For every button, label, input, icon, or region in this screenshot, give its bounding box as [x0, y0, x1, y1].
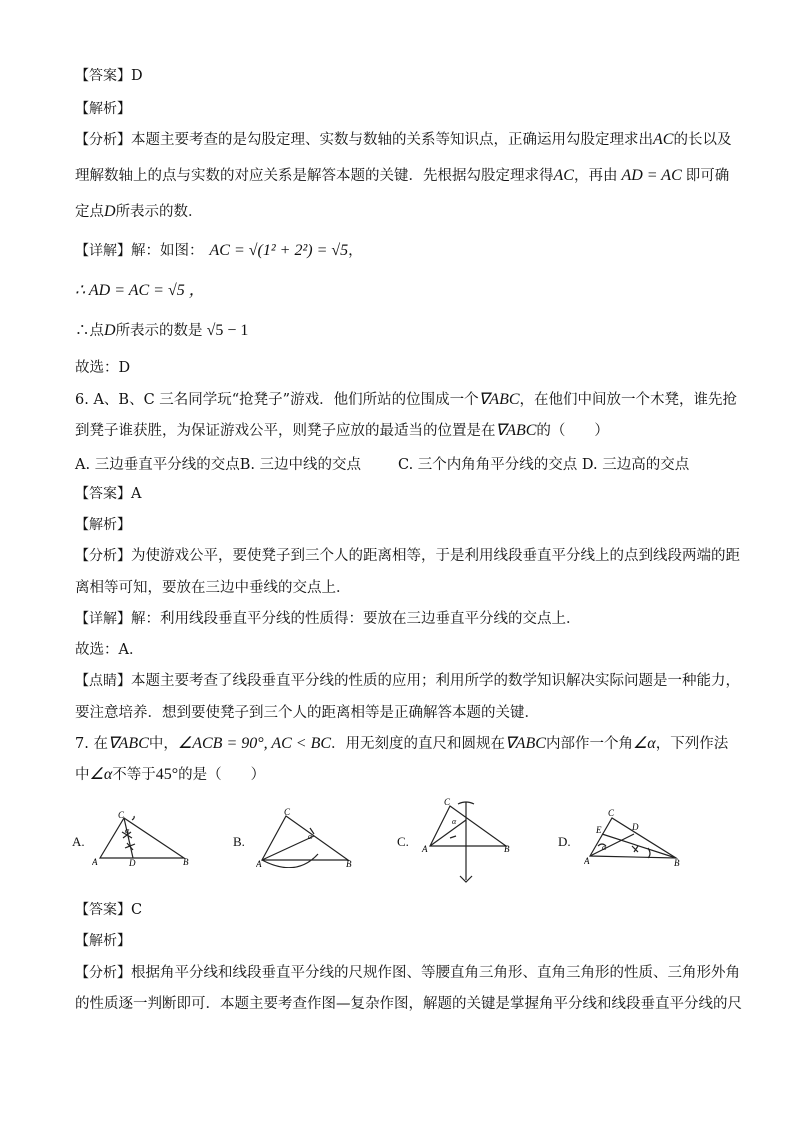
svg-text:D: D — [632, 822, 639, 832]
q6-analysis-tag: 【解析】 — [75, 517, 131, 533]
q7-fenxi-line-2: 的性质逐一判断即可．本题主要考查作图—复杂作图，解题的关键是掌握角平分线和线段垂直平分线的尺 — [75, 996, 742, 1012]
q6-option-cd: C. 三个内角角平分线的交点 D. 三边高的交点 — [398, 457, 690, 473]
q7-analysis-tag: 【解析】 — [75, 933, 131, 949]
q6-stem-line-2: 到凳子谁获胜，为保证游戏公平，则凳子应放的最适当的位置是在∇ABC的（ ） — [75, 422, 609, 439]
q7-fenxi-line-1: 【分析】根据角平分线和线段垂直平分线的尺规作图、等腰直角三角形、直角三角形的性质、三角形外角 — [75, 965, 740, 981]
q7-answer-line: 【答案】C — [75, 902, 143, 918]
q6-option-ab: A. 三边垂直平分线的交点B. 三边中线的交点 — [75, 457, 362, 473]
figure-label-d: D. — [558, 834, 571, 849]
q5-detail-line-3: ∴点D所表示的数是 √5 − 1 — [75, 322, 249, 339]
q5-detail-line-1: 【详解】解：如图： AC = √(1² + 2²) = √5， — [75, 242, 363, 259]
svg-text:B: B — [346, 859, 352, 868]
q5-fenxi-line-2: 理解数轴上的点与实数的对应关系是解答本题的关键．先根据勾股定理求得AC，再由 AD = AC 即可确 — [75, 167, 730, 184]
svg-text:C: C — [118, 810, 125, 820]
answer-tag: 【答案】 — [75, 68, 131, 84]
q6-dianjing-line-1: 【点睛】本题主要考查了线段垂直平分线的性质的应用；利用所学的数学知识解决实际问题是一种能力， — [75, 673, 740, 689]
q6-fenxi-line-1: 【分析】为使游戏公平，要使凳子到三个人的距离相等，于是利用线段垂直平分线上的点到线段两端的距 — [75, 548, 740, 564]
q6-answer-line: 【答案】A — [75, 486, 142, 502]
svg-text:C: C — [284, 807, 291, 817]
q6-choose: 故选：A． — [75, 642, 144, 658]
svg-text:B: B — [183, 857, 189, 866]
q6-detail-line: 【详解】解：利用线段垂直平分线的性质得：要放在三边垂直平分线的交点上． — [75, 611, 581, 627]
q5-answer-line — [75, 66, 143, 86]
q5-fenxi-line-3: 定点D所表示的数． — [75, 203, 203, 220]
formula-ac: AC = √(1² + 2²) = √5 — [209, 242, 349, 259]
answer-value: D — [131, 68, 143, 84]
svg-text:A: A — [92, 857, 98, 866]
svg-text:E: E — [596, 825, 602, 835]
q6-fenxi-line-2: 离相等可知，要放在三边中垂线的交点上． — [75, 580, 351, 596]
q5-detail-line-2: ∴ AD = AC = √5 ， — [75, 282, 205, 299]
q6-stem-line-1: 6. A、B、C 三名同学玩“抢凳子”游戏．他们所站的位围成一个∇ABC，在他们中间放一个木凳，谁先抢 — [75, 391, 738, 408]
svg-text:α: α — [602, 843, 607, 852]
figure-label-c: C. — [397, 834, 409, 849]
q6-dianjing-line-2: 要注意培养．想到要使凳子到三个人的距离相等是正确解答本题的关键． — [75, 705, 539, 721]
figure-a-diagram — [92, 808, 192, 866]
svg-text:A: A — [584, 856, 590, 866]
q5-fenxi-line-1: 【分析】本题主要考查的是勾股定理、实数与数轴的关系等知识点，正确运用勾股定理求出AC的长以及 — [75, 131, 732, 148]
q5-analysis-tag: 【解析】 — [75, 101, 131, 117]
svg-text:B: B — [674, 858, 680, 868]
svg-text:A: A — [422, 844, 428, 854]
figure-c-diagram — [420, 796, 520, 886]
svg-text:α: α — [452, 817, 457, 826]
svg-text:α: α — [125, 826, 130, 835]
svg-text:α: α — [308, 832, 313, 841]
svg-text:B: B — [504, 844, 510, 854]
svg-text:D: D — [129, 858, 136, 866]
svg-text:A: A — [256, 859, 262, 868]
svg-text:C: C — [608, 808, 615, 818]
figure-label-a: A. — [72, 834, 85, 849]
q7-stem-line-2: 中∠α不等于45°的是（ ） — [75, 766, 266, 783]
q7-stem-line-1: 7. 在∇ABC中，∠ACB = 90°, AC < BC．用无刻度的直尺和圆规在∇ABC内部作一个角∠α，下列作法 — [75, 735, 729, 752]
figure-label-b: B. — [233, 834, 245, 849]
q5-choose: 故选：D — [75, 360, 131, 376]
figure-b-diagram — [256, 806, 356, 868]
svg-text:C: C — [444, 797, 451, 807]
figure-d-diagram — [584, 806, 684, 868]
